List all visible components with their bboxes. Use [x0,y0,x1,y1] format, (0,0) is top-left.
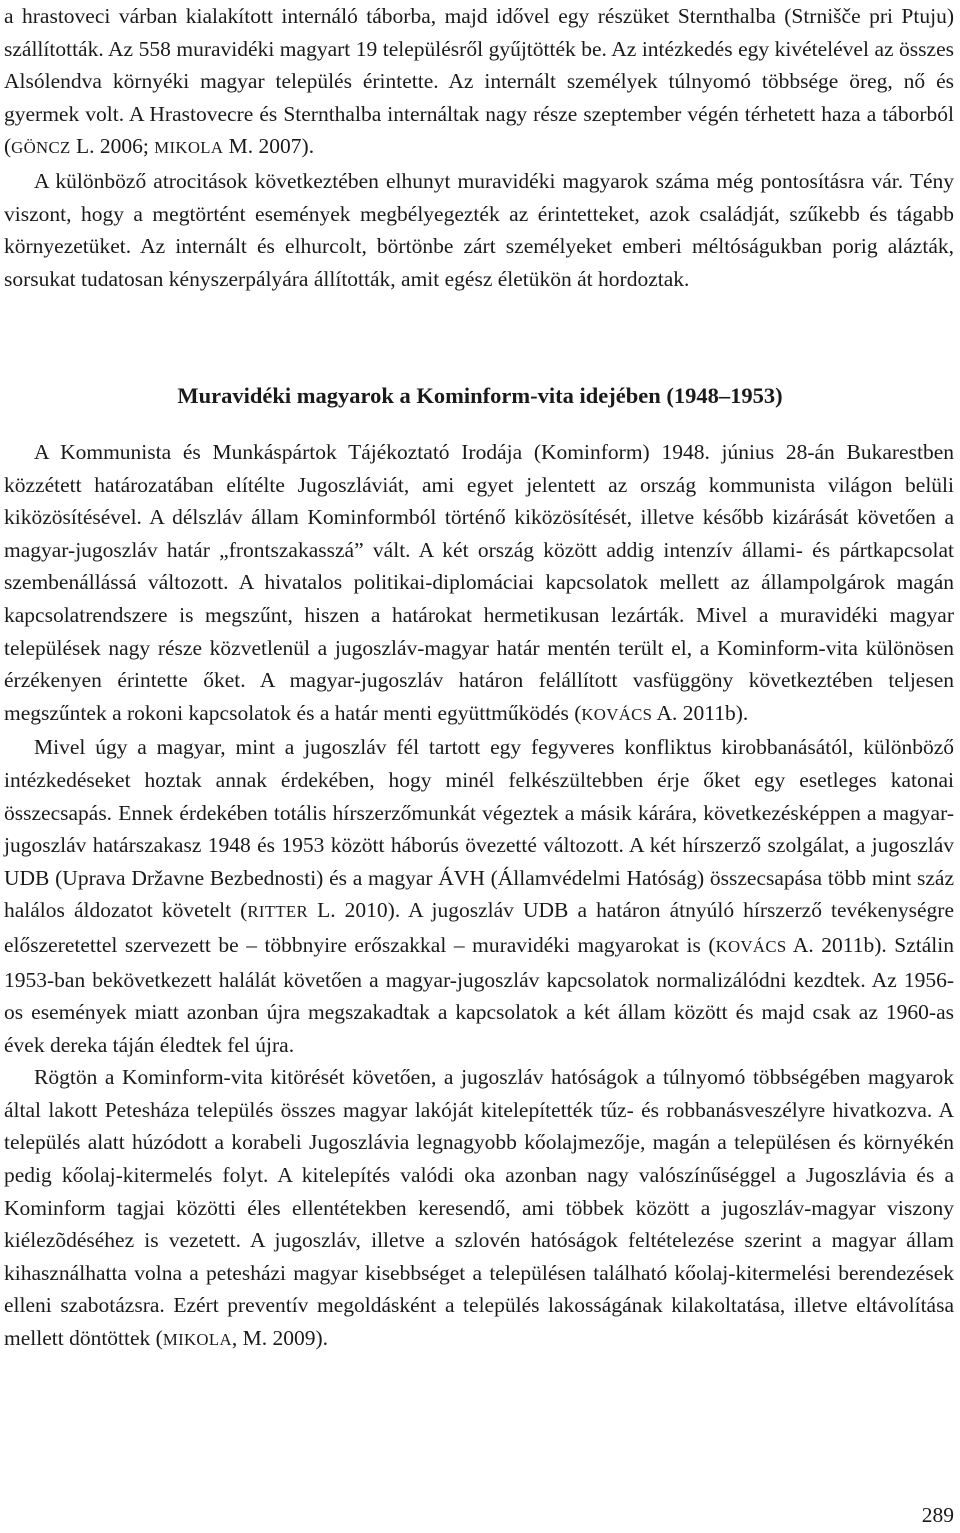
intro-text-block [4,0,954,295]
paragraph-main-1: A Kommunista és Munkáspártok Tájékoztató Irodája (Kominform) 1948. június 28-án Bukarestben közzétett határozatában elítélte Jugoszláviát, ami egyet jelentett az ország kommunista világon belüli kiközösítésével. A délszláv állam Kominformból történő kiközösítését, illetve később kizárását követően a magyar-jugoszláv határ „frontszakasszá” vált. A két ország között addig intenzív állami- és pártkapcsolat szembenállássá változott. A hivatalos politikai-diplomáciai kapcsolatok mellett az állampolgárok magán kapcsolatrendszere is megszűnt, hiszen a határokat hermetikusan lezárták. Mivel a muravidéki magyar települések nagy része közvetlenül a jugoszláv-magyar határ mentén terült el, a Kominform-vita különösen érzékenyen érintette őket. A magyar-jugoszláv határon felállított vasfüggöny következtében teljesen megszűntek a rokoni kapcsolatok és a határ menti együttműködés (KOVÁCS A. 2011b). [4,440,954,725]
section-heading: Muravidéki magyarok a Kominform-vita idejében (1948–1953) [177,383,783,408]
author-smallcaps: MIKOLA [154,138,224,158]
paragraph-main-3: Rögtön a Kominform-vita kitörését követően, a jugoszláv hatóságok a túlnyomó többségében magyarok által lakott Petesháza település összes magyar lakóját kitelepítették tűz- és robbanásveszélyre hivatkozva. A település alatt húzódott a korabeli Jugoszlávia legnagyobb kőolajmezője, magán a településen és környékén pedig kőolaj-kitermelés folyt. A kitelepítés valódi oka azonban nagy valószínűséggel a Jugoszlávia és a Kominform tagjai közötti éles ellentétekben keresendő, ami többek között a jugoszláv-magyar viszony kiélezõdéséhez is vezetett. A jugoszláv, illetve a szlovén hatóságok feltételezése szerint a magyar állam kihasználhatta volna a petesházi magyar kisebbséget a településen található kőolaj-kitermelési berendezések elleni szabotázsra. Ezért preventív megoldásként a település lakosságának kilakoltatása, illetve eltávolítása mellett döntöttek (MIKOLA, M. 2009). [4,1065,954,1351]
author-smallcaps: GÖNCZ [11,138,71,158]
author-smallcaps: KOVÁCS [581,704,653,724]
author-smallcaps: KOVÁCS [715,936,787,956]
author-smallcaps: RITTER [247,902,309,922]
paragraph-intro-1: a hrastoveci várban kialakított internáló táborba, majd idővel egy részüket Sternthalba (Strnišče pri Ptuju) szállították. Az 558 muravidéki magyart 19 településről gyűjtötték be. Az intézkedés egy kivételével az összes Alsólendva környéki magyar település érintette. Az internált személyek túlnyomó többsége öreg, nő és gyermek volt. A Hrastovecre és Sternthalba internáltak nagy része szeptember végén térhetett haza a táborból (GÖNCZ L. 2006; MIKOLA M. 2007). [4,4,954,159]
page-number: 289 [921,1503,954,1527]
main-text-block [4,436,954,1357]
author-smallcaps: MIKOLA [162,1330,232,1350]
paragraph-intro-2: A különböző atrocitások következtében elhunyt muravidéki magyarok száma még pontosításra vár. Tény viszont, hogy a megtörtént események megbélyegezték az érintetteket, azok családját, szűkebb és tágabb környezetüket. Az internált és elhurcolt, börtönbe zárt személyeket emberi méltóságukban porig alázták, sorsukat tudatosan kényszerpályára állították, amit egész életükön át hordoztak. [4,168,954,291]
paragraph-main-2: Mivel úgy a magyar, mint a jugoszláv fél tartott egy fegyveres konfliktus kirobbanásától, különböző intézkedéseket hoztak annak érdekében, hogy minél felkészültebben érje őket egy esetleges katonai összecsapás. Ennek érdekében totális hírszerzőmunkát végeztek a másik kárára, következésképpen a magyar-jugoszláv határszakasz 1948 és 1953 között háborús övezetté változott. A két hírszerző szolgálat, a jugoszláv UDB (Uprava Državne Bezbednosti) és a magyar ÁVH (Államvédelmi Hatóság) összecsapása több mint száz halálos áldozatot követelt (RITTER L. 2010). A jugoszláv UDB a határon átnyúló hírszerző tevékenységre előszeretettel szervezett be – többnyire erőszakkal – muravidéki magyarokat is (KOVÁCS A. 2011b). Sztálin 1953-ban bekövetkezett halálát követően a magyar-jugoszláv kapcsolatok normalizálódni kezdtek. Az 1956-os események miatt azonban újra megszakadtak a kapcsolatok a két állam között és majd csak az 1960-as évek dereka táján éledtek fel újra. [4,735,954,1057]
